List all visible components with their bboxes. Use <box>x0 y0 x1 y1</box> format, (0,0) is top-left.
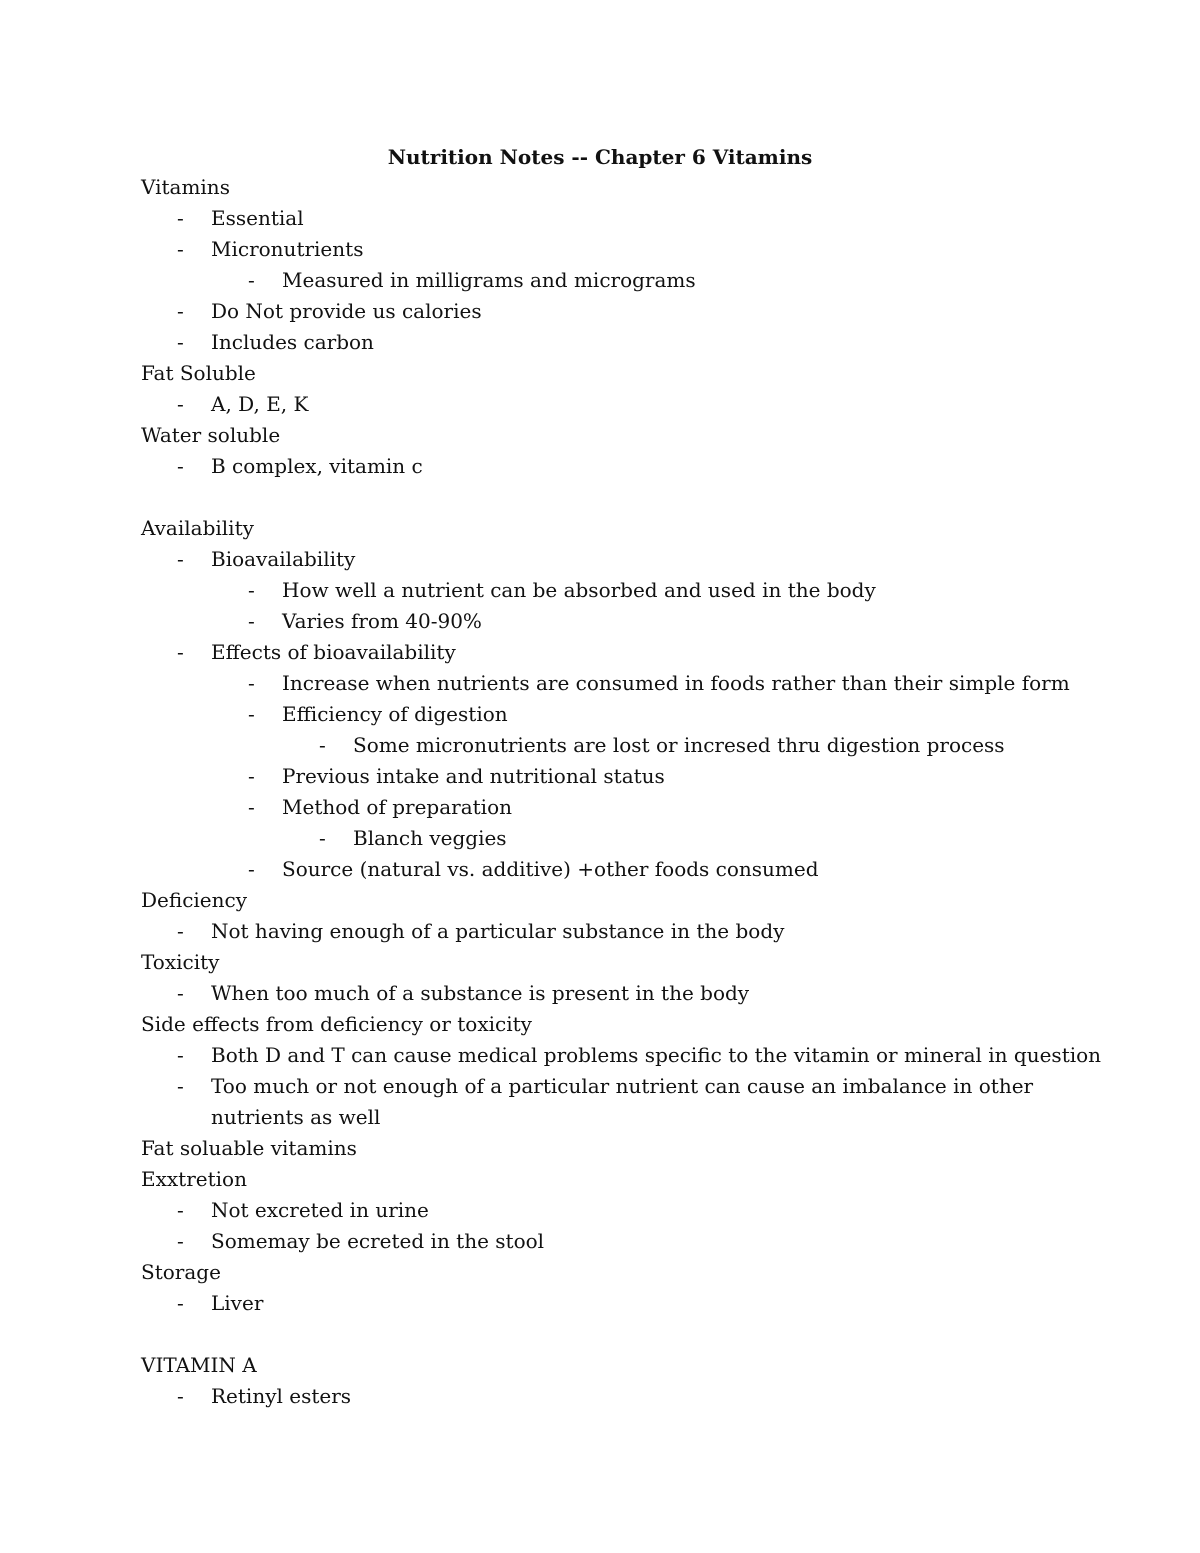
section-heading <box>141 172 1081 203</box>
line-text: Availability <box>141 516 254 540</box>
section-heading <box>141 358 1081 389</box>
line-text: Efficiency of digestion <box>282 702 508 726</box>
section-heading <box>141 1350 1081 1381</box>
bullet-item-level-1 <box>141 1071 1081 1133</box>
line-text: Essential <box>211 206 304 230</box>
line-text: Vitamins <box>141 175 230 199</box>
line-text: Source (natural vs. additive) +other foods consumed <box>282 857 819 881</box>
bullet-dash: - <box>177 919 184 943</box>
bullet-item-level-1 <box>141 234 1081 265</box>
line-text: Retinyl esters <box>211 1384 352 1408</box>
bullet-item-level-2 <box>141 606 1081 637</box>
bullet-dash: - <box>177 1198 184 1222</box>
bullet-item-level-2 <box>141 854 1081 885</box>
blank-line <box>141 482 1081 513</box>
bullet-item-level-2 <box>141 699 1081 730</box>
bullet-dash: - <box>248 578 255 602</box>
bullet-dash: - <box>177 547 184 571</box>
bullet-item-level-1 <box>141 1040 1102 1071</box>
line-text: Not excreted in urine <box>211 1198 429 1222</box>
bullet-item-level-1 <box>141 916 1081 947</box>
section-heading <box>141 947 1081 978</box>
bullet-item-level-1 <box>141 1381 1081 1412</box>
bullet-dash: - <box>177 237 184 261</box>
bullet-item-level-3 <box>141 730 1081 761</box>
bullet-dash: - <box>177 299 184 323</box>
bullet-item-level-1 <box>141 978 1081 1009</box>
line-text: Previous intake and nutritional status <box>282 764 665 788</box>
bullet-dash: - <box>177 392 184 416</box>
section-heading <box>141 420 1081 451</box>
document-title: Nutrition Notes -- Chapter 6 Vitamins <box>387 145 813 169</box>
line-text: Deficiency <box>141 888 248 912</box>
bullet-dash: - <box>319 826 326 850</box>
section-heading <box>141 1164 1081 1195</box>
notes-body <box>141 172 1102 1412</box>
bullet-dash: - <box>177 206 184 230</box>
line-text: Both D and T can cause medical problems specific to the vitamin or mineral in question <box>211 1043 1102 1067</box>
bullet-dash: - <box>177 1384 184 1408</box>
bullet-dash: - <box>177 1074 184 1098</box>
bullet-item-level-1 <box>141 637 1081 668</box>
bullet-item-level-3 <box>141 823 1081 854</box>
line-text: Bioavailability <box>211 547 356 571</box>
line-text: Liver <box>211 1291 264 1315</box>
section-heading <box>141 1009 1081 1040</box>
bullet-dash: - <box>248 857 255 881</box>
bullet-dash: - <box>248 268 255 292</box>
section-heading <box>141 513 1081 544</box>
bullet-item-level-2 <box>141 668 1081 699</box>
bullet-item-level-1 <box>141 1226 1081 1257</box>
bullet-item-level-2 <box>141 265 1081 296</box>
line-text: When too much of a substance is present in the body <box>211 981 750 1005</box>
blank-line <box>141 1319 1081 1350</box>
line-text: Measured in milligrams and micrograms <box>282 268 696 292</box>
line-text: Micronutrients <box>211 237 364 261</box>
section-heading <box>141 885 1081 916</box>
bullet-item-level-1 <box>141 544 1081 575</box>
line-text: Fat soluable vitamins <box>141 1136 357 1160</box>
line-text: Includes carbon <box>211 330 374 354</box>
bullet-dash: - <box>248 702 255 726</box>
line-text: Varies from 40-90% <box>282 609 482 633</box>
bullet-dash: - <box>248 795 255 819</box>
line-text: VITAMIN A <box>141 1353 257 1377</box>
bullet-dash: - <box>177 454 184 478</box>
line-text: Not having enough of a particular substance in the body <box>211 919 785 943</box>
section-heading <box>141 1257 1081 1288</box>
bullet-dash: - <box>177 1043 184 1067</box>
bullet-item-level-1 <box>141 296 1081 327</box>
bullet-dash: - <box>248 764 255 788</box>
bullet-item-level-1 <box>141 451 1081 482</box>
bullet-item-level-2 <box>141 792 1081 823</box>
line-text: Exxtretion <box>141 1167 247 1191</box>
line-text: Fat Soluble <box>141 361 256 385</box>
bullet-dash: - <box>177 640 184 664</box>
bullet-item-level-1 <box>141 327 1081 358</box>
line-text: Increase when nutrients are consumed in foods rather than their simple form <box>282 671 1070 695</box>
line-text: Some micronutrients are lost or incresed thru digestion process <box>353 733 1005 757</box>
bullet-item-level-2 <box>141 761 1081 792</box>
line-text: How well a nutrient can be absorbed and used in the body <box>282 578 876 602</box>
bullet-item-level-1 <box>141 389 1081 420</box>
line-text: B complex, vitamin c <box>211 454 423 478</box>
bullet-item-level-1 <box>141 1288 1081 1319</box>
bullet-dash: - <box>177 330 184 354</box>
bullet-item-level-2 <box>141 575 1081 606</box>
line-text: Blanch veggies <box>353 826 507 850</box>
bullet-dash: - <box>177 1291 184 1315</box>
line-text: Do Not provide us calories <box>211 299 482 323</box>
line-text: Storage <box>141 1260 221 1284</box>
line-text: Toxicity <box>141 950 220 974</box>
bullet-item-level-1 <box>141 1195 1081 1226</box>
line-text: A, D, E, K <box>211 392 309 416</box>
line-text: Effects of bioavailability <box>211 640 456 664</box>
line-text: Water soluble <box>141 423 281 447</box>
bullet-dash: - <box>248 671 255 695</box>
bullet-dash: - <box>177 1229 184 1253</box>
line-text: Method of preparation <box>282 795 512 819</box>
line-text: Somemay be ecreted in the stool <box>211 1229 545 1253</box>
bullet-dash: - <box>248 609 255 633</box>
section-heading <box>141 1133 1081 1164</box>
bullet-item-level-1 <box>141 203 1081 234</box>
line-text: Side effects from deficiency or toxicity <box>141 1012 532 1036</box>
line-text: Too much or not enough of a particular nutrient can cause an imbalance in other nutrients as well <box>211 1074 1034 1129</box>
bullet-dash: - <box>177 981 184 1005</box>
bullet-dash: - <box>319 733 326 757</box>
